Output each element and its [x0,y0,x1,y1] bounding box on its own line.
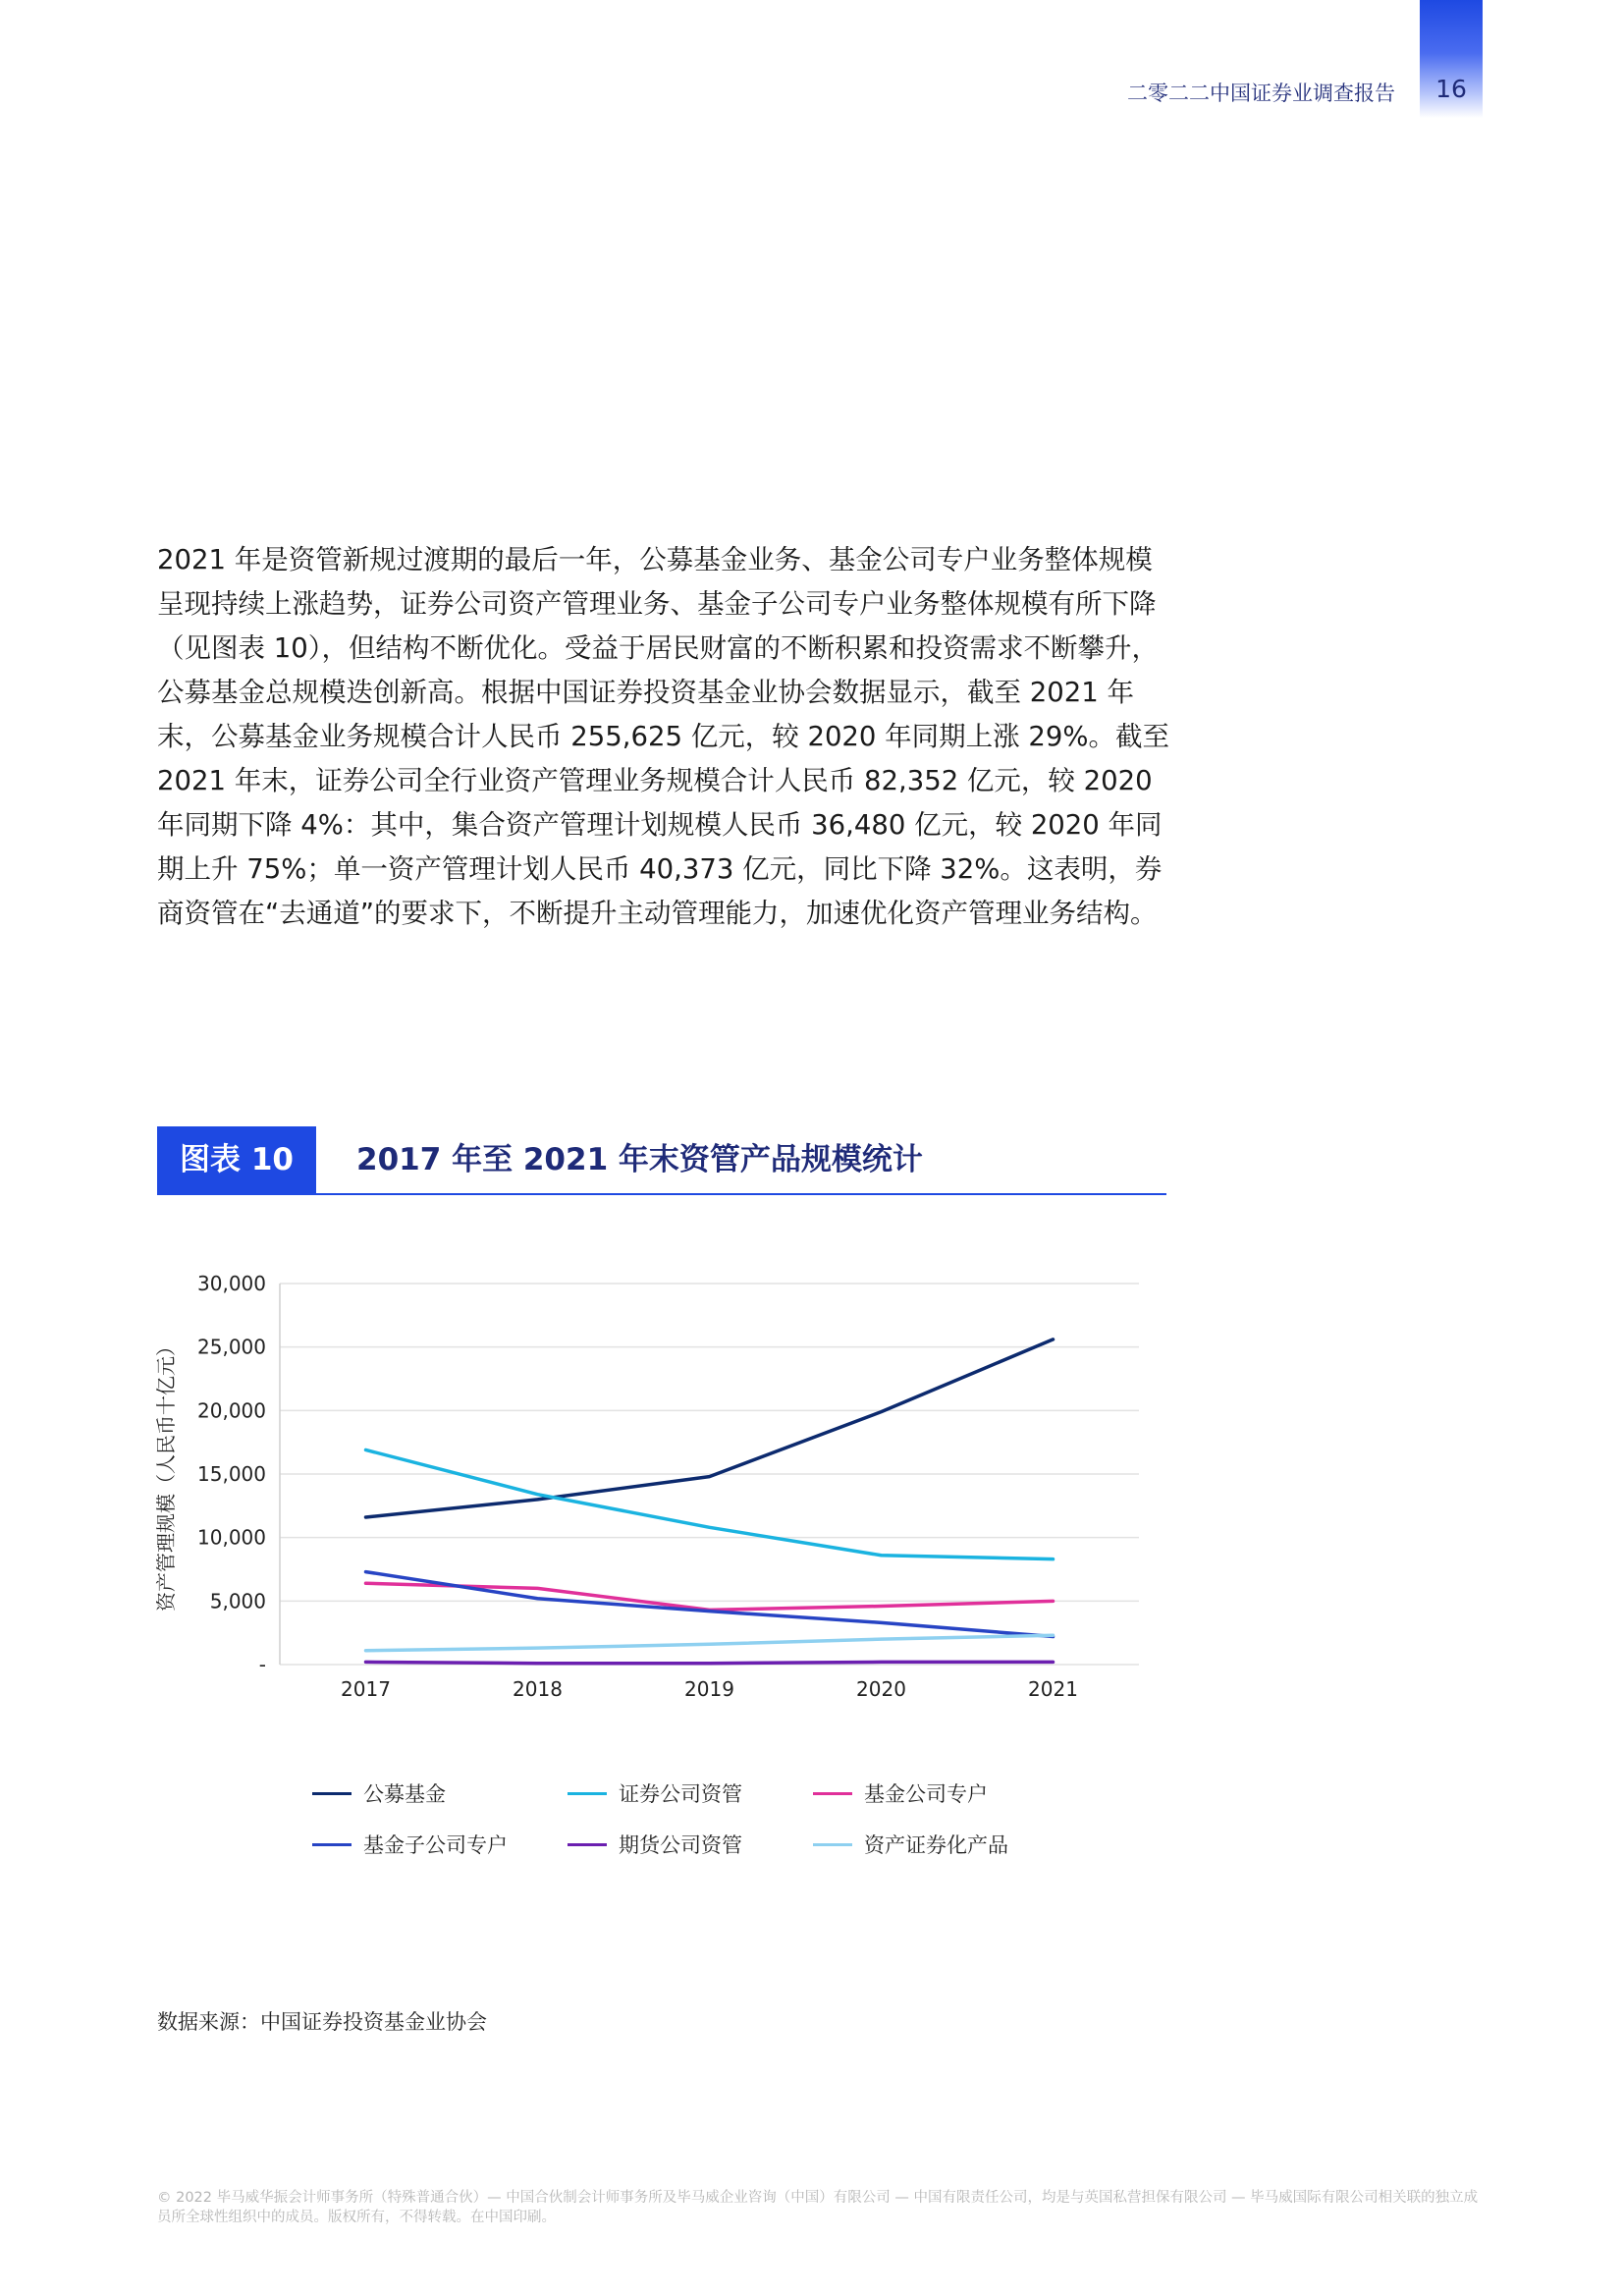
series-line [366,1635,1054,1651]
y-tick-label: 15,000 [197,1462,266,1486]
y-tick-label: 5,000 [209,1589,266,1613]
line-chart [147,1262,1149,1714]
running-header-title: 二零二二中国证券业调查报告 [1127,82,1395,105]
chart-gridlines [280,1284,1139,1665]
legend-swatch [312,1843,352,1846]
y-tick-label: 30,000 [197,1272,266,1295]
page-number: 16 [1435,75,1467,103]
legend-item [813,1829,1058,1860]
y-tick-label: 10,000 [197,1525,266,1550]
y-tick-label: 25,000 [197,1335,266,1359]
series-line [366,1339,1054,1517]
x-tick-label: 2019 [684,1677,734,1701]
y-tick-label: 20,000 [197,1398,266,1423]
x-tick-label: 2020 [856,1677,906,1701]
legend-swatch [568,1792,607,1795]
legend-item [568,1829,813,1860]
legend-item [312,1777,568,1809]
legend-swatch [568,1843,607,1846]
legend-label: 资产证券化产品 [864,1833,1008,1857]
figure-title: 2017 年至 2021 年末资管产品规模统计 [356,1142,923,1177]
legend-label: 基金子公司专户 [363,1833,508,1857]
series-line [366,1662,1054,1663]
legend-label: 公募基金 [363,1782,446,1806]
legend-item [312,1829,568,1860]
y-tick-label: - [258,1653,266,1676]
series-line [366,1449,1054,1558]
chart-legend [312,1777,1058,1860]
data-source-note: 数据来源：中国证券投资基金业协会 [157,2010,487,2034]
x-tick-label: 2021 [1028,1677,1078,1701]
x-tick-label: 2017 [341,1677,391,1701]
figure-header [157,1126,1166,1195]
legend-swatch [813,1792,852,1795]
body-paragraph: 2021 年是资管新规过渡期的最后一年，公募基金业务、基金公司专户业务整体规模呈现持续上涨趋势，证券公司资产管理业务、基金子公司专户业务整体规模有所下降（见图表 10），但结构不断优化。受益于居民财富的不断积累和投资需求不断攀升，公募基金总规模迭创新高。根据中国证券投资基金业协会数据显示，截至 2021 年末，公募基金业务规模合计人民币 255,625 亿元，较 2020 年同期上涨 29%。截至 2021 年末，证券公司全行业资产管理业务规模合计人民币 82,352 亿元，较 2020 年同期下降 4%：其中，集合资产管理计划规模人民币 36,480 亿元，较 2020 年同期上升 75%；单一资产管理计划人民币 40,373 亿元，同比下降 32%。这表明，券商资管在“去通道”的要求下，不断提升主动管理能力，加速优化资产管理业务结构。 [157,544,1170,929]
y-axis-label: 资产管理规模（人民币十亿元） [154,1337,178,1612]
legend-label: 证券公司资管 [619,1782,742,1806]
legend-label: 期货公司资管 [619,1833,742,1857]
figure-label: 图表 10 [157,1126,316,1193]
legend-swatch [312,1792,352,1795]
legend-swatch [813,1843,852,1846]
chart-series [366,1339,1054,1664]
footer-copyright: © 2022 毕马威华振会计师事务所（特殊普通合伙）— 中国合伙制会计师事务所及毕马威企业咨询（中国）有限公司 — 中国有限责任公司，均是与英国私营担保有限公司 — 毕马威国际有限公司相关联的独立成员所全球性组织中的成员。版权所有，不得转载。在中国印刷。 [157,2190,1479,2225]
legend-item [813,1777,1058,1809]
legend-item [568,1777,813,1809]
legend-label: 基金公司专户 [864,1782,988,1806]
x-tick-label: 2018 [513,1677,563,1701]
